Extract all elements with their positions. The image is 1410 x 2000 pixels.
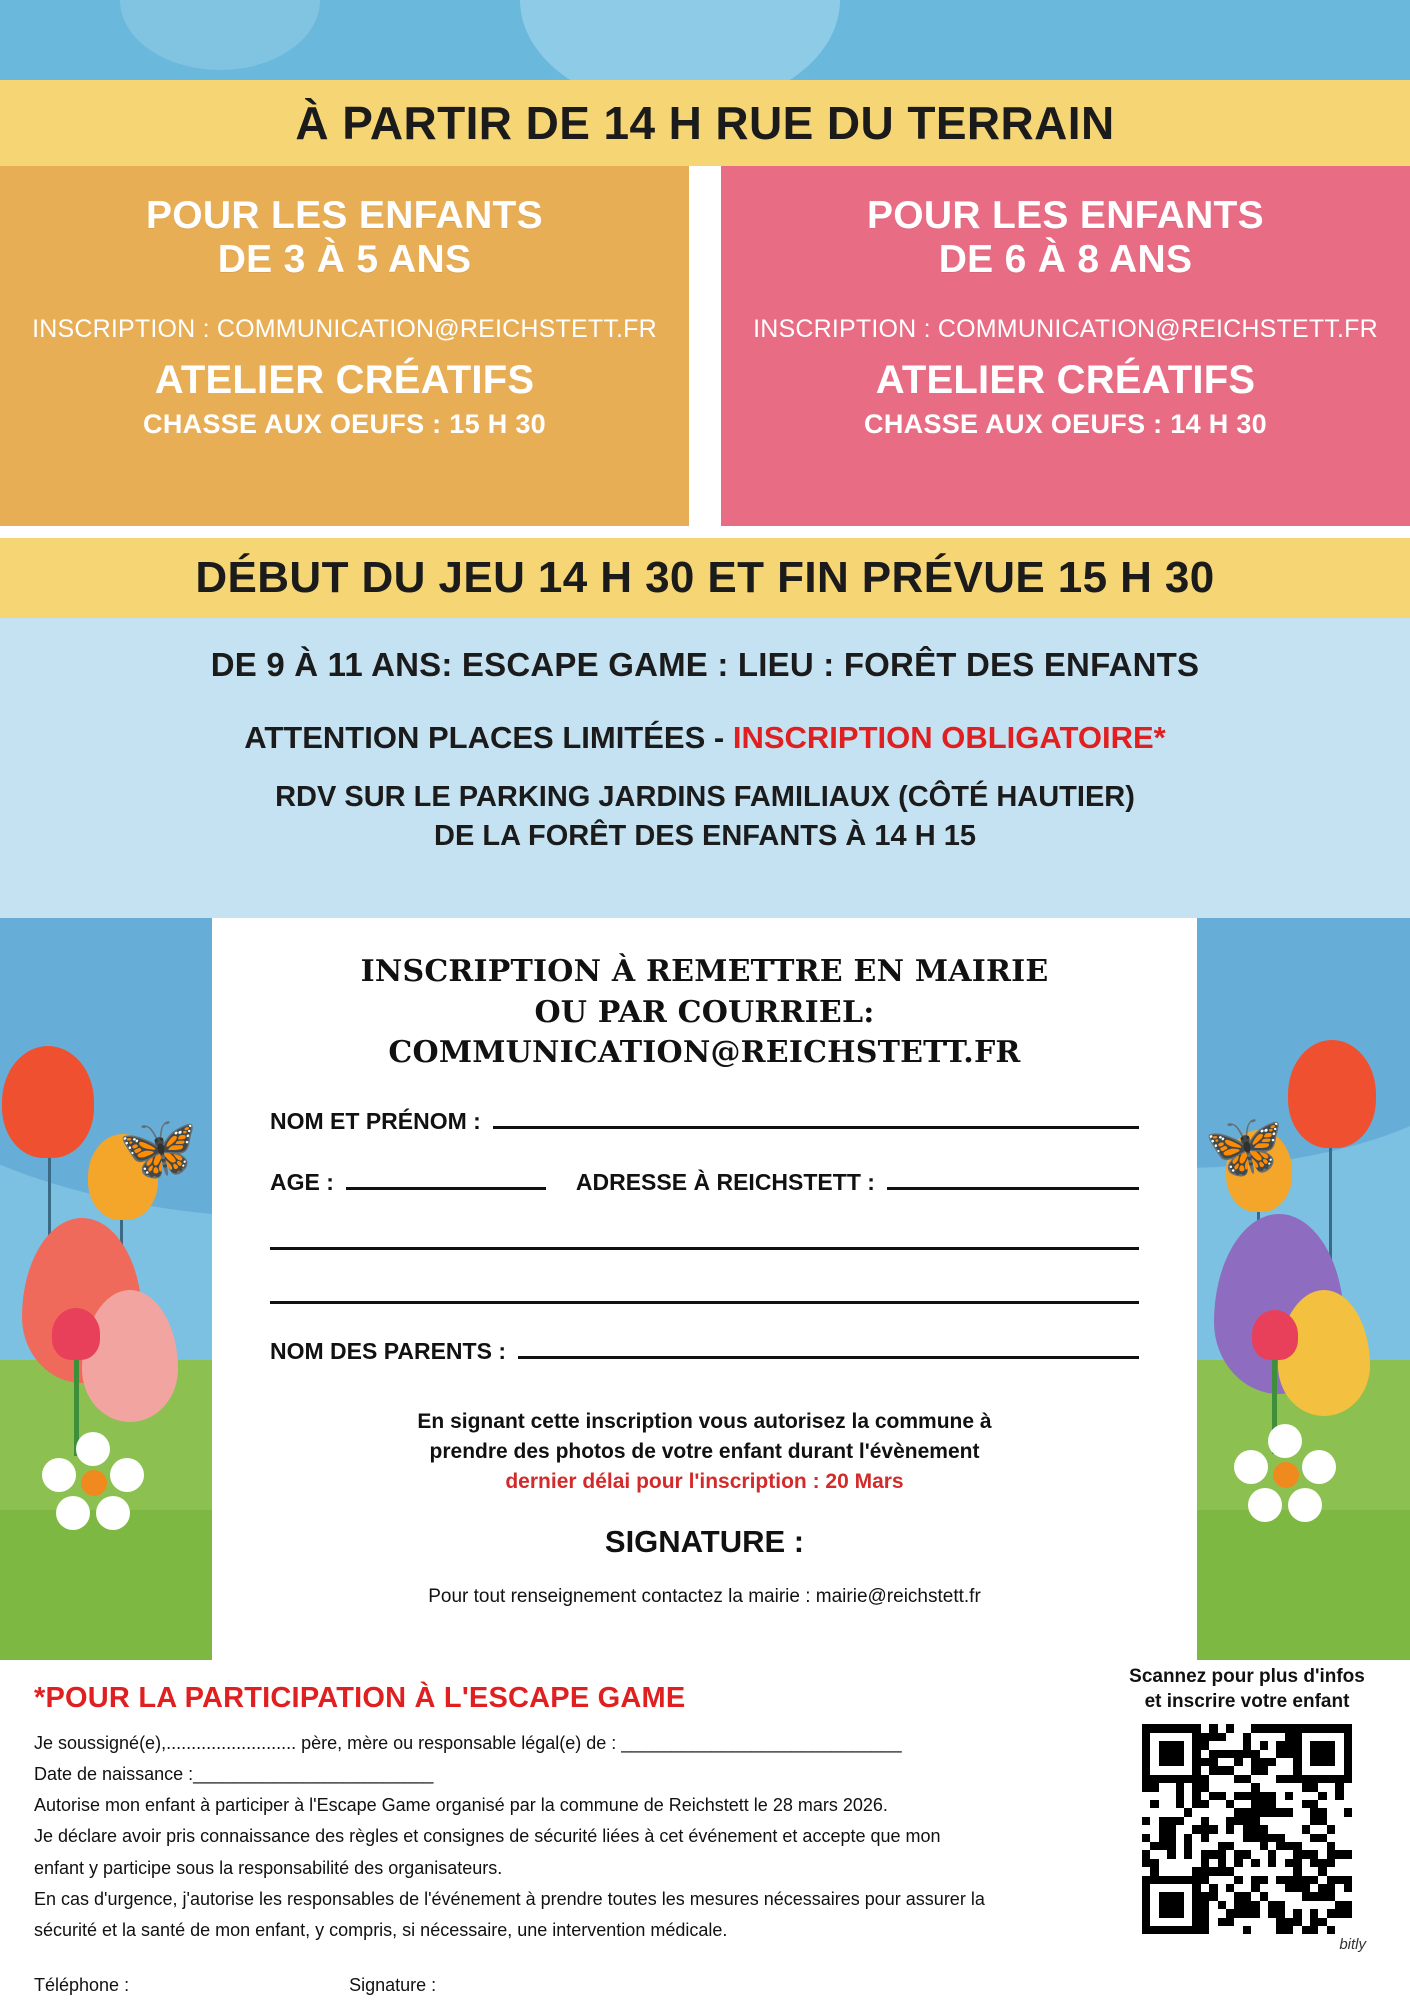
escape-game-info (0, 618, 1410, 918)
label-signature-bottom: Signature : (349, 1975, 437, 1996)
authorization-line5: enfant y participe sous la responsabilité des organisateurs. (34, 1857, 503, 1878)
input-nom-prenom[interactable] (493, 1109, 1139, 1129)
authorization-footer (34, 1975, 1376, 1996)
age-groups-row (0, 166, 1410, 526)
age-block-6-8-title-line2: DE 6 À 8 ANS (938, 237, 1193, 281)
authorization-line7: sécurité et la santé de mon enfant, y compris, si nécessaire, une intervention médicale. (34, 1919, 728, 1940)
authorization-line2: Date de naissance :________________________ (34, 1764, 434, 1785)
butterfly-icon: 🦋 (1204, 1110, 1284, 1182)
escape-game-line3b: DE LA FORÊT DES ENFANTS À 14 H 15 (434, 820, 976, 853)
consent-line1: En signant cette inscription vous autorisez la commune à (417, 1409, 992, 1433)
input-adresse-line2[interactable] (270, 1230, 1139, 1250)
authorization-line3: Autorise mon enfant à participer à l'Escape Game organisé par la commune de Reichstett le 28 mars 2026. (34, 1795, 888, 1816)
age-block-3-5-chasse: CHASSE AUX OEUFS : 15 H 30 (143, 409, 546, 440)
escape-game-line1: DE 9 À 11 ANS: ESCAPE GAME : LIEU : FORÊT DES ENFANTS (210, 646, 1200, 683)
banner-top-text: À PARTIR DE 14 H RUE DU TERRAIN (295, 97, 1115, 149)
consent-text (252, 1407, 1157, 1498)
qr-brand-label: bitly (1339, 1936, 1366, 1954)
field-row-name (252, 1108, 1157, 1135)
cloud-shape (120, 0, 320, 70)
age-block-3-5 (0, 166, 689, 526)
label-adresse: ADRESSE À REICHSTETT : (575, 1168, 875, 1195)
qr-caption (1122, 1665, 1372, 1714)
input-age[interactable] (346, 1170, 546, 1190)
qr-code[interactable] (1142, 1724, 1352, 1934)
daisy-flower (34, 1426, 154, 1546)
age-block-3-5-title-line2: DE 3 À 5 ANS (217, 237, 472, 281)
daisy-flower (1226, 1418, 1346, 1538)
escape-game-line2 (0, 720, 1410, 756)
qr-caption-line1: Scannez pour plus d'infos (1129, 1666, 1365, 1687)
label-age: AGE : (270, 1168, 334, 1195)
age-block-divider (689, 166, 721, 526)
authorization-title: *POUR LA PARTICIPATION À L'ESCAPE GAME (34, 1682, 686, 1714)
field-row-age-address (252, 1169, 1157, 1196)
qr-caption-line2: et inscrire votre enfant (1144, 1690, 1350, 1712)
authorization-line6: En cas d'urgence, j'autorise les responsables de l'événement à prendre toutes les mesures nécessaires pour assurer la (34, 1888, 985, 1909)
age-block-6-8 (721, 166, 1410, 526)
escape-game-line3a: RDV SUR LE PARKING JARDINS FAMILIAUX (CÔTÉ HAUTIER) (275, 781, 1135, 813)
input-adresse-line3[interactable] (270, 1284, 1139, 1304)
field-row-address-2 (252, 1230, 1157, 1250)
banner-mid-text: DÉBUT DU JEU 14 H 30 ET FIN PRÉVUE 15 H 30 (195, 553, 1215, 602)
balloon-orange (1288, 1040, 1376, 1148)
age-block-6-8-inscription: INSCRIPTION : COMMUNICATION@REICHSTETT.FR (753, 315, 1378, 344)
banner-mid (0, 538, 1410, 618)
field-row-address-3 (252, 1284, 1157, 1304)
signature-label: SIGNATURE : (604, 1523, 805, 1559)
input-nom-parents[interactable] (518, 1339, 1139, 1359)
form-heading (252, 952, 1157, 1074)
consent-deadline: dernier délai pour l'inscription : 20 Mars (505, 1470, 904, 1494)
butterfly-icon: 🦋 (118, 1112, 198, 1184)
label-nom-parents: NOM DES PARENTS : (270, 1337, 506, 1364)
qr-section (1122, 1665, 1372, 1953)
cloud-shape (520, 0, 840, 80)
form-heading-line1: INSCRIPTION À REMETTRE EN MAIRIE (360, 954, 1049, 989)
banner-top (0, 80, 1410, 166)
label-telephone: Téléphone : (34, 1975, 130, 1996)
escape-game-line2-highlight: INSCRIPTION OBLIGATOIRE* (732, 720, 1166, 755)
contact-note: Pour tout renseignement contactez la mairie : mairie@reichstett.fr (428, 1585, 981, 1607)
age-block-6-8-title-line1: POUR LES ENFANTS (866, 194, 1264, 237)
escape-game-line3 (0, 778, 1410, 856)
age-block-3-5-inscription: INSCRIPTION : COMMUNICATION@REICHSTETT.FR (32, 315, 657, 344)
authorization-line4: Je déclare avoir pris connaissance des règles et consignes de sécurité liées à cet événement et accepte que mon (34, 1826, 941, 1847)
authorization-line1: Je soussigné(e),.......................... père, mère ou responsable légal(e) de : ____________________________ (34, 1733, 902, 1753)
age-block-6-8-atelier: ATELIER CRÉATIFS (875, 358, 1256, 403)
age-block-3-5-title-line1: POUR LES ENFANTS (145, 194, 543, 237)
consent-line2: prendre des photos de votre enfant durant l'évènement (429, 1439, 980, 1463)
escape-game-line2-prefix: ATTENTION PLACES LIMITÉES - (244, 720, 733, 755)
age-block-3-5-atelier: ATELIER CRÉATIFS (154, 358, 535, 403)
sky-background-top (0, 0, 1410, 80)
registration-form-card (212, 918, 1197, 1660)
field-row-parents (252, 1338, 1157, 1365)
label-nom-prenom: NOM ET PRÉNOM : (270, 1107, 481, 1134)
form-heading-line2: OU PAR COURRIEL: COMMUNICATION@REICHSTETT.FR (388, 994, 1021, 1070)
age-block-6-8-chasse: CHASSE AUX OEUFS : 14 H 30 (864, 409, 1267, 440)
balloon-orange (2, 1046, 94, 1158)
input-adresse[interactable] (887, 1170, 1139, 1190)
